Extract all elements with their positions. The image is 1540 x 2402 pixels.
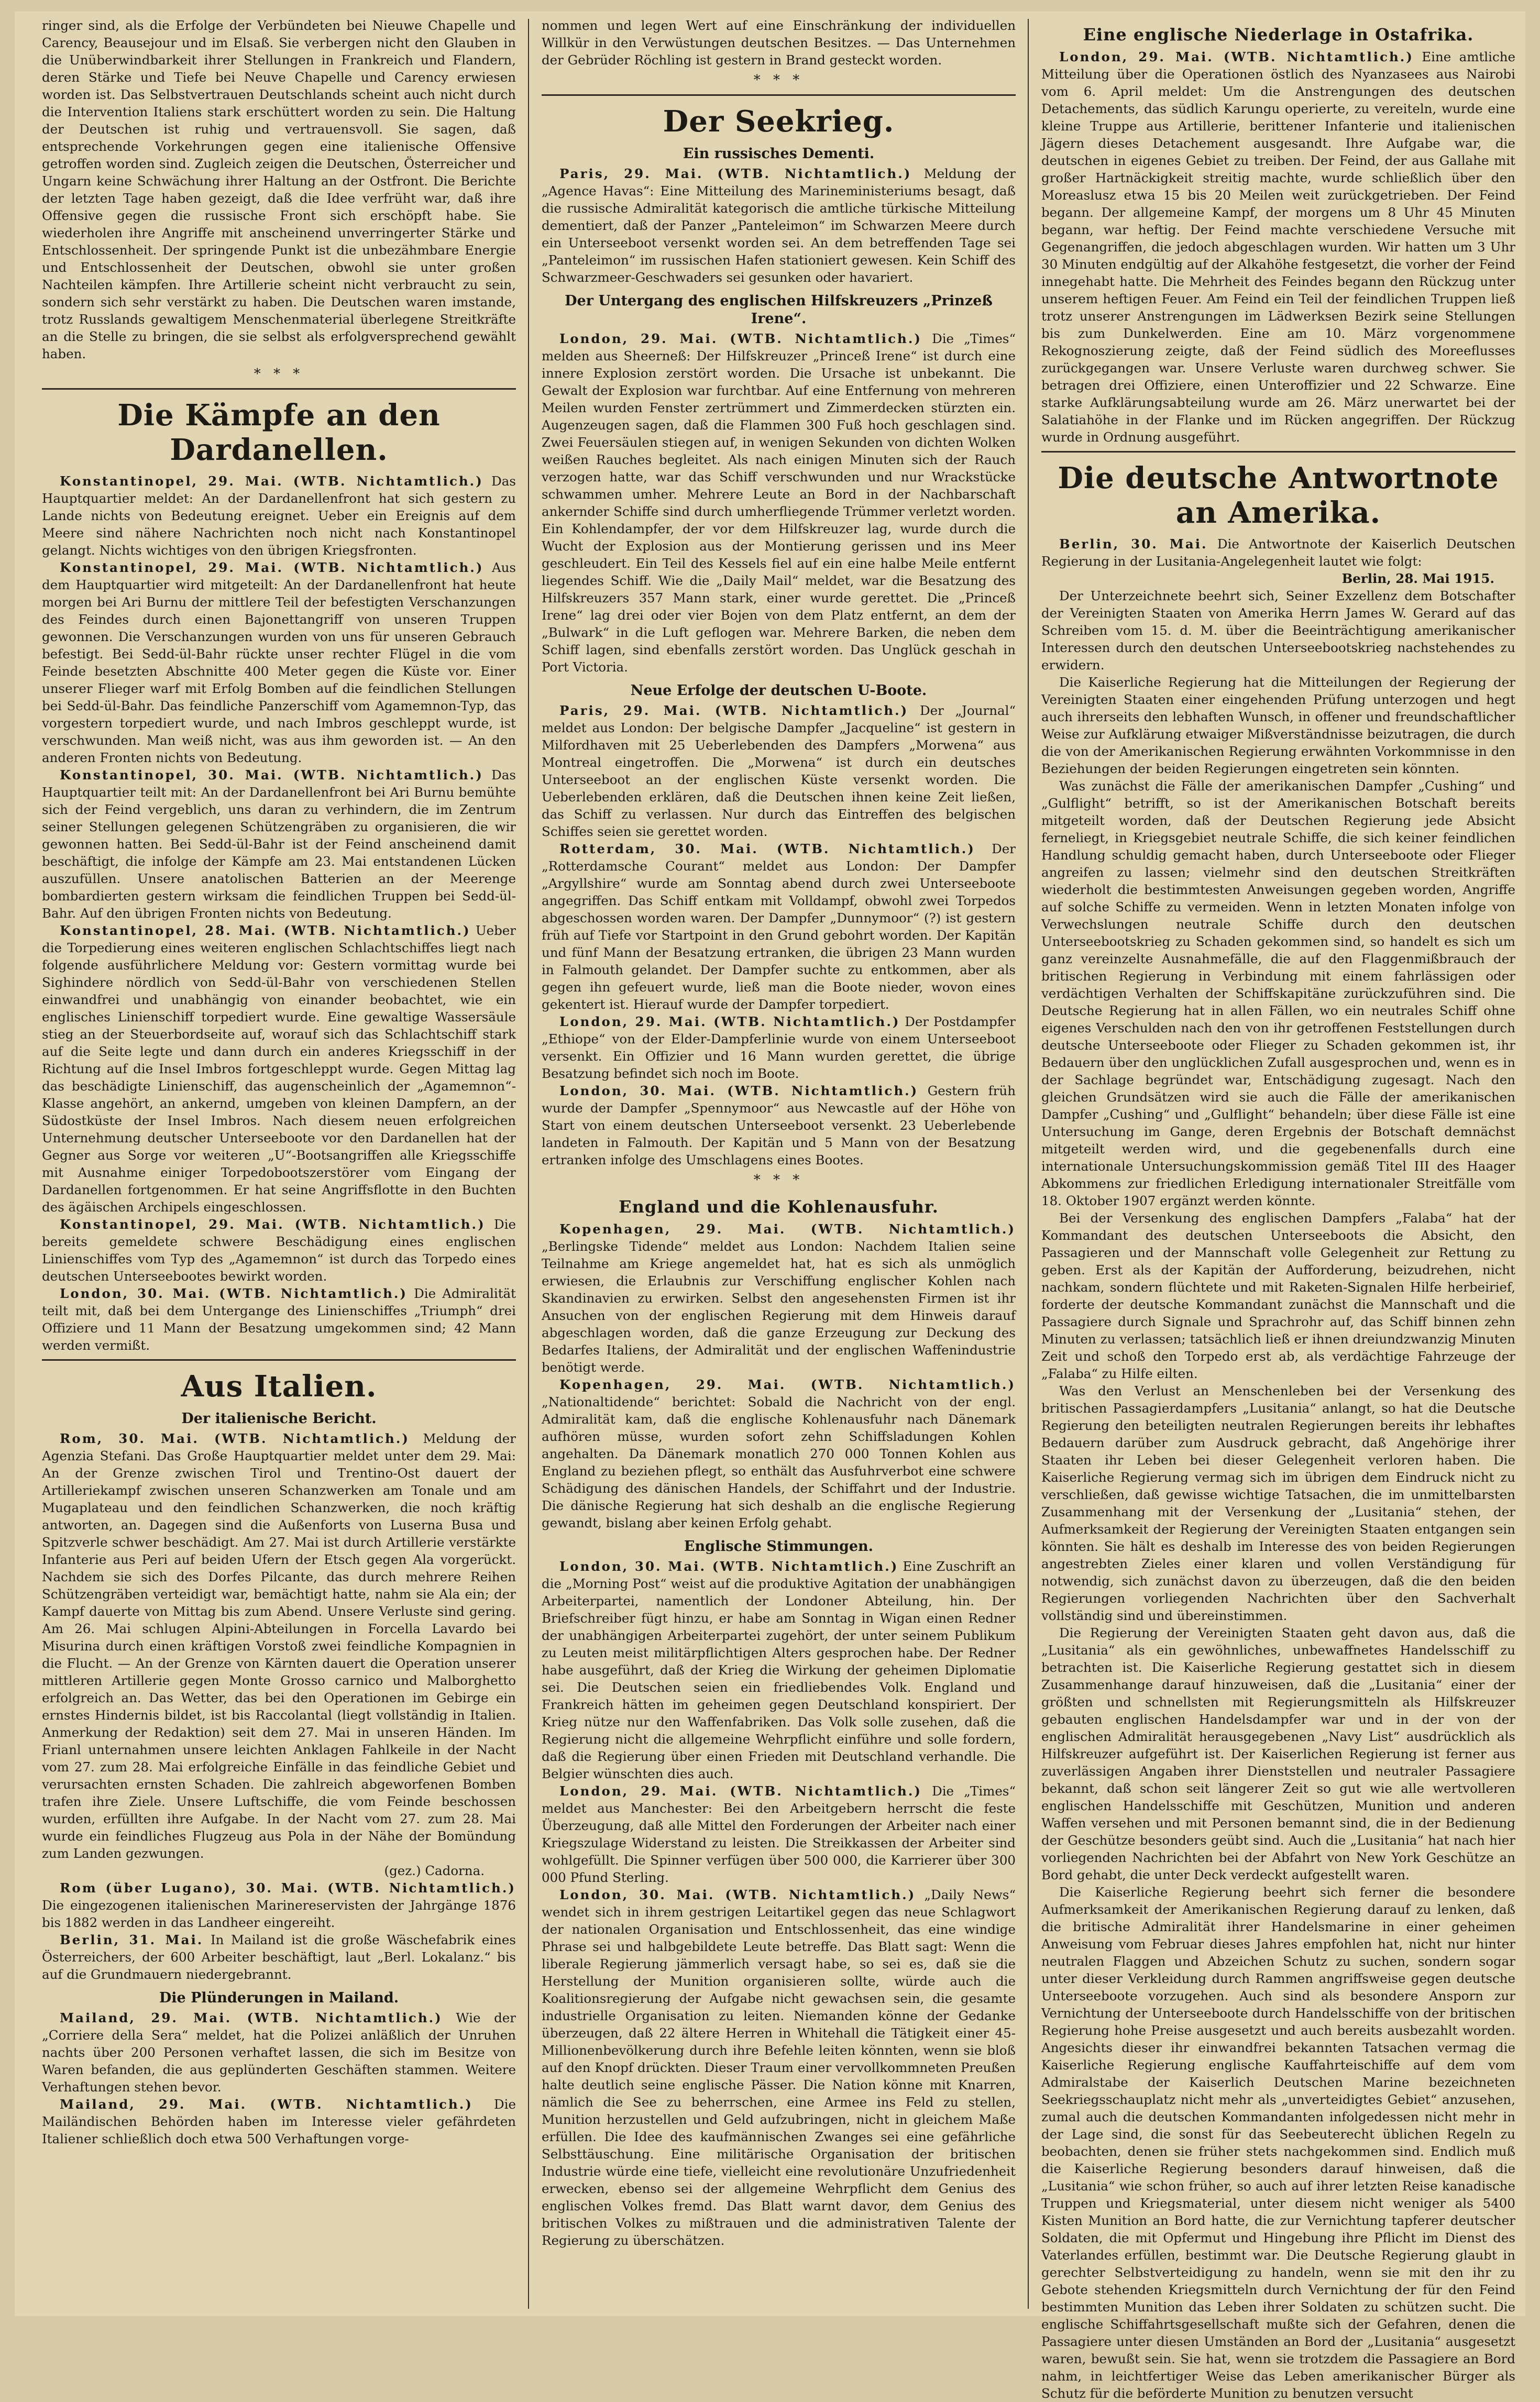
dateline: Konstantinopel, 29. Mai. (WTB. Nichtamtlich.) [60, 473, 483, 489]
news-text: Eine amtliche Mitteilung über die Operationen östlich des Nyanzasees aus Nairobi vom 6. April meldet: Um die Anstrengungen des deutschen Detachements, das südlich Karungu operierte, zu vereiteln, wurde eine kleine Truppe aus Artillerie, berittener Infanterie und italienischen Jägern dieses Detachement ausgesandt. Ihre Aufgabe war, die deutschen in eigenes Gebiet zu treiben. Der Feind, der aus Gallahe mit großer Hartnäckigkeit streitig machte, wurde schließlich über den Moreaslusz etwa 15 bis 20 Meilen weit zurückgetrieben. Der Feind begann. Der allgemeine Kampf, der morgens um 8 Uhr 45 Minuten begann, war heftig. Der Feind machte verschiedene Versuche mit Gegenangriffen, die jedoch abgeschlagen wurden. Wir hatten um 3 Uhr 30 Minuten endgültig auf der Alkahöhe festgesetzt, die vorher der Feind innegehabt hatte. Die Mehrheit des Feindes begann den Rückzug unter unserem heftigen Feuer. Am Feind ein Teil der feindlichen Truppen ließ trotz unserer Anstrengungen im Lädwerksen Bezirk seine Stellungen bis zum Dunkelwerden. Eine am 10. März vorgenommene Rekognoszierung zeigte, daß der Feind südlich des Moreeflusses zurückgegangen war. Unsere Verluste waren durchweg schwer. Sie betragen drei Offiziere, einen Unteroffizier und 22 Schwarze. Eine starke Aufklärungsabteilung wurde am 26. März unerwartet bei der Salatiahöhe in der Flanke und im Rücken angegriffen. Der Rückzug wurde in Ordnung ausgeführt. [1041, 49, 1515, 445]
news-item [542, 1220, 1016, 1376]
dateline: London, 30. Mai. (WTB. Nichtamtlich.) [559, 1559, 899, 1574]
dateline: London, 30. Mai. (WTB. Nichtamtlich.) [559, 1887, 916, 1902]
news-item [42, 2009, 516, 2096]
news-text: Die Antwortnote der Kaiserlich Deutschen Regierung in der Lusitania-Angelegenheit lautet wie folgt: [1041, 536, 1515, 569]
news-item [542, 330, 1016, 676]
column-2 [542, 17, 1016, 2311]
news-text: Der Postdampfer „Ethiope“ von der Elder-Dampferlinie wurde von einem Unterseeboot versenkt. Ein Offizier und 16 Mann wurden gerettet, die übrige Besatzung befindet sich noch im Boote. [542, 1014, 1016, 1081]
section-rule [1041, 451, 1515, 453]
news-text: Das Hauptquartier teilt mit: An der Dardanellenfront bei Ari Burnu bemühte sich der Feind vergeblich, uns daran zu verhindern, die im Zentrum seiner Stellungen gelegenen Schützengräben zu organisieren, die wir gewonnen hatten. Bei Sedd-ül-Bahr ist der Feind anscheinend damit beschäftigt, die infolge der Kämpfe am 23. Mai entstandenen Lücken auszufüllen. Unsere anatolischen Batterien an der Meerenge bombardierten gestern wirksam die feindlichen Truppen bei Sedd-ül-Bahr. Auf den übrigen Fronten nichts von Bedeutung. [42, 767, 516, 921]
column-rule [1028, 19, 1029, 2309]
news-text: Die Mailändischen Behörden haben im Interesse vieler gefährdeten Italiener schließlich doch etwa 500 Verhaftungen vorge- [42, 2097, 516, 2146]
note-paragraph: Die Kaiserliche Regierung hat die Mitteilungen der Regierung der Vereinigten Staaten einer eingehenden Prüfung unterzogen und hegt auch ihrerseits den lebhaften Wunsch, in offener und freundschaftlicher Weise zur Aufklärung etwaiger Mißverständnisse beizutragen, die durch die von der Amerikanischen Regierung erwähnten Vorkommnisse in den Beziehungen der beiden Regierungen eingetreten sein könnten. [1041, 675, 1515, 776]
dateline: Mailand, 29. Mai. (WTB. Nichtamtlich.) [60, 2010, 443, 2025]
news-item [42, 559, 516, 766]
note-paragraph: Die Kaiserliche Regierung beehrt sich ferner die besondere Aufmerksamkeit der Amerikanischen Regierung darauf zu lenken, daß die britische Admiralität ihrer Handelsmarine in einer geheimen Anweisung vom Februar dieses Jahres empfohlen hat, nicht nur hinter neutralen Flaggen und Abzeichen Schutz zu suchen, sondern sogar unter dieser Verkleidung durch Rammen angriffsweise gegen deutsche Unterseeboote vorzugehen. Auch sind als besondere Ansporn zur Vernichtung der Unterseeboote durch Handelsschiffe von der britischen Regierung hohe Preise ausgesetzt und auch bereits ausbezahlt worden. Angesichts dieser ihr einwandfrei bekannten Tatsachen vermag die Kaiserliche Regierung englische Kauffahrteischiffe auf dem vom Admiralstabe der Kaiserlich Deutschen Marine bezeichneten Seekriegsschauplatz nicht mehr als „unverteidigtes Gebiet“ anzusehen, zumal auch die deutschen Kommandanten infolgedessen nicht mehr in der Lage sind, die sonst für das Seebeuterecht üblichen Regeln zu beobachten, denen sie früher stets nachgekommen sind. Endlich muß die Kaiserliche Regierung besonders darauf hinweisen, daß die „Lusitania“ wie schon früher, so auch auf ihrer letzten Reise kanadische Truppen und Kriegsmaterial, unter diesem nicht weniger als 5400 Kisten Munition an Bord hatte, die zur Vernichtung tapferer deutscher Soldaten, die mit Opfermut und Hingebung ihre Pflicht im Dienst des Vaterlandes erfüllen, bestimmt war. Die Deutsche Regierung glaubt in gerechter Selbstverteidigung zu handeln, wenn sie mit den ihr zu Gebote stehenden Kriegsmitteln durch Vernichtung der für den Feind bestimmten Munition das Leben ihrer Soldaten zu schützen sucht. Die englische Schiffahrtsgesellschaft mußte sich der Gefahren, denen die Passagiere unter diesen Umständen an Bord der „Lusitania“ ausgesetzt waren, bewußt sein. Sie hat, wenn sie trotzdem die Passagiere an Bord nahm, in leichtfertiger Weise das Leben amerikanischer Bürger als Schutz für die beförderte Munition zu benutzen versucht [1041, 1885, 1515, 2401]
note-paragraph: Was zunächst die Fälle der amerikanischen Dampfer „Cushing“ und „Gulflight“ betrifft, so ist der Amerikanischen Botschaft bereits mitgeteilt worden, daß der Deutschen Regierung jede Absicht ferneliegt, in Kriegsgebiet neutrale Schiffe, die sich keiner feindlichen Handlung schuldig gemacht haben, durch Unterseeboote oder Flieger angreifen zu lassen; vielmehr sind den deutschen Streitkräften wiederholt die bestimmtesten Anweisungen gegeben worden, Angriffe auf solche Schiffe zu vermeiden. Wenn in letzten Monaten infolge von Verwechslungen neutrale Schiffe durch den deutschen Unterseebootskrieg zu Schaden gekommen sind, so handelt es sich um ganz vereinzelte Ausnahmefälle, die auf den Flaggenmißbrauch der britischen Regierung in Verbindung mit einem fahrlässigen oder verdächtigen Verhalten der Schiffskapitäne zurückzuführen sind. Die Deutsche Regierung hat in allen Fällen, wo ein neutrales Schiff ohne eigenes Verschulden nach den von ihr getroffenen Feststellungen durch deutsche Unterseeboote oder Flieger zu Schaden gekommen ist, ihr Bedauern über den unglücklichen Zufall ausgesprochen und, wenn es in der Sachlage begründet war, Entschädigung zugesagt. Nach den gleichen Grundsätzen wird sie auch die Fälle der amerikanischen Dampfer „Cushing“ und „Gulflight“ behandeln; über diese Fälle ist eine Untersuchung im Gange, deren Ergebnis der Botschaft demnächst mitgeteilt werden wird, und die gegebenenfalls durch eine internationale Untersuchungskommission gemäß Titel III des Haager Abkommens zur friedlichen Erledigung internationaler Streitfälle vom 18. Oktober 1907 ergänzt werden könnte. [1041, 778, 1515, 1208]
news-item [42, 1430, 516, 1862]
news-item [542, 165, 1016, 286]
news-item [542, 1886, 1016, 2249]
news-item [542, 702, 1016, 840]
dateline: Mailand, 29. Mai. (WTB. Nichtamtlich.) [60, 2097, 473, 2112]
subheadline: Ein russisches Dementi. [683, 146, 875, 162]
news-item [542, 1082, 1016, 1169]
news-text: Die „Times“ meldet aus Manchester: Bei den Arbeitgebern herrscht die feste Überzeugung, daß alle Mittel den Forderungen der Arbeiter nach einer Kriegszulage Widerstand zu leisten. Die Streikkassen der Arbeiter sind wohlgefüllt. Die Spinner verfügen über 500 000, die Karrierer über 300 000 Pfund Sterling. [542, 1783, 1016, 1885]
news-item [42, 1879, 516, 1931]
news-item [42, 2096, 516, 2147]
dateline: London, 29. Mai. (WTB. Nichtamtlich.) [1059, 49, 1414, 64]
headline-ostafrika: Eine englische Niederlage in Ostafrika. [1083, 25, 1474, 45]
article-continuation: nommen und legen Wert auf eine Einschränkung der individuellen Willkür in den Verwüstungen deutschen Besitzes. — Das Unternehmen der Gebrüder Röchling ist gestern in Brand gesteckt worden. [542, 18, 1016, 68]
news-item [542, 1782, 1016, 1886]
section-rule [42, 1359, 516, 1361]
note-dateline: Berlin, 28. Mai 1915. [1341, 571, 1494, 586]
column-3 [1041, 17, 1515, 2401]
subheadline: Die Plünderungen in Mailand. [159, 1990, 399, 2006]
news-text: Die Admiralität teilt mit, daß bei dem Untergange des Linienschiffes „Triumph“ drei Offiziere und 11 Mann der Besatzung umgekommen sind; 42 Mann werden vermißt. [42, 1286, 516, 1353]
news-text: Meldung der „Agence Havas“: Eine Mitteilung des Marineministeriums besagt, daß die russische Admiralität kategorisch die amtliche türkische Mitteilung dementiert, daß der Panzer „Panteleimon“ im Schwarzen Meere durch ein Unterseeboot versenkt worden sei. An dem betreffenden Tage sei „Panteleimon“ im russischen Hafen stationiert gewesen. Kein Schiff des Schwarzmeer-Geschwaders sei gesunken oder havariert. [542, 166, 1016, 285]
column-1 [42, 17, 516, 2311]
section-rule [542, 94, 1016, 96]
news-text: Gestern früh wurde der Dampfer „Spennymoor“ aus Newcastle auf der Höhe von Start von einem deutschen Unterseeboot versenkt. 23 Ueberlebende landeten in Falmouth. Der Kapitän und 5 Mann von der Besatzung ertranken infolge des Umschlagens eines Bootes. [542, 1083, 1016, 1167]
news-text: „Berlingske Tidende“ meldet aus London: Nachdem Italien seine Teilnahme am Kriege angemeldet hat, hat es sich als unmöglich erwiesen, die Erlaubnis zur Verschiffung englischer Kohlen nach Skandinavien zu erwirken. Selbst den angesehensten Firmen ist ihr Ansuchen von der englischen Regierung mit dem Hinweis darauf abgeschlagen worden, daß die ganze Erzeugung zur Deckung des Bedarfes Italiens, der Admiralität und der englischen Waffenindustrie benötigt werde. [542, 1239, 1016, 1375]
news-text: Das Hauptquartier meldet: An der Dardanellenfront hat sich gestern zu Lande nichts von Bedeutung ereignet. Ueber ein Ereignis auf dem Meere sind nähere Nachrichten noch nicht nach Konstantinopel gelangt. Nichts wichtiges von den übrigen Kriegsfronten. [42, 473, 516, 558]
note-paragraph: Die Regierung der Vereinigten Staaten geht davon aus, daß die „Lusitania“ als ein gewöhnliches, unbewaffnetes Handelsschiff zu betrachten ist. Die Kaiserliche Regierung gestattet sich in diesem Zusammenhange darauf hinzuweisen, daß die „Lusitania“ einer der größten und schnellsten mit Regierungsmitteln als Hilfskreuzer gebauten englischen Handelsdampfer war und in der von der englischen Admiralität herausgegebenen „Navy List“ ausdrücklich als Hilfskreuzer aufgeführt ist. Der Kaiserlichen Regierung ist ferner aus zuverlässigen Angaben ihrer Dienststellen und neutraler Passagiere bekannt, daß schon seit längerer Zeit so gut wie alle wertvolleren englischen Handelsschiffe mit Geschützen, Munition und anderen Waffen versehen und mit Personen bemannt sind, die in der Bedienung der Geschütze besonders geübt sind. Auch die „Lusitania“ hat nach hier vorliegenden Nachrichten bei der Abfahrt von New York Geschütze an Bord gehabt, die unter Deck verdeckt aufgestellt waren. [1041, 1625, 1515, 1882]
news-item [1041, 48, 1515, 446]
news-item [42, 1216, 516, 1285]
dateline: Paris, 29. Mai. (WTB. Nichtamtlich.) [559, 703, 909, 718]
news-text: In Mailand ist die große Wäschefabrik eines Österreichers, der 600 Arbeiter beschäftigt, laut „Berl. Lokalanz.“ bis auf die Grundmauern niedergebrannt. [42, 1932, 516, 1982]
dateline: Kopenhagen, 29. Mai. (WTB. Nichtamtlich.) [559, 1377, 1016, 1392]
article-continuation: ringer sind, als die Erfolge der Verbündeten bei Nieuwe Chapelle und Carency, Beausejour und im Elsaß. Sie verbergen nicht den Glauben in die Unüberwindbarkeit ihrer Stellungen in Frankreich und Flandern, deren Stärke und Tiefe bei Neuve Chapelle und Carency erwiesen worden ist. Das Selbstvertrauen Deutschlands scheint auch nicht durch die Intervention Italiens stark erschüttert worden zu sein. Die Haltung der Deutschen ist ruhig und vertrauensvoll. Sie sagen, daß entsprechende Vorkehrungen gegen eine italienische Offensive getroffen worden sind. Zugleich zeigen die Deutschen, Österreicher und Ungarn keine Schwächung ihrer Haltung an der Ostfront. Die Berichte der letzten Tage haben gezeigt, daß die Idee verfrüht war, daß ihre Offensive gegen die russische Front sich erschöpft habe. Sie wiederholen ihre Angriffe mit anscheinend unverringerter Stärke und Entschlossenheit. Der springende Punkt ist die unbezähmbare Energie und Entschlossenheit der Deutschen, obwohl sie unter großen Nachteilen kämpfen. Ihre Artillerie scheint nicht verbraucht zu sein, sondern sich sehr verstärkt zu haben. Die Deutschen waren imstande, trotz Russlands gewaltigem Menschenmaterial überlegene Streitkräfte an die Stelle zu bringen, die sie selbst als erfolgversprechend gewählt haben. [42, 18, 516, 361]
news-text: Eine Zuschrift an die „Morning Post“ weist auf die produktive Agitation der unabhängigen Arbeiterpartei, namentlich der Londoner Abteilung, hin. Der Briefschreiber fügt hinzu, er habe am Sonntag in Wigan einen Redner der unabhängigen Arbeiterpartei zugehört, der unter seinem Publikum zu Leuten meist militärpflichtigen Alters gesprochen habe. Der Redner habe ausgeführt, daß der Krieg die Wirkung der geheimen Diplomatie sei. Die Deutschen seien ein friedliebendes Volk. England und Frankreich hätten im geheimen gegen Deutschland konspiriert. Der Krieg nütze nur den Waffenfabriken. Das Volk solle zusehen, daß die Regierung nicht die allgemeine Wehrpflicht einführe und solle fordern, daß die Regierung über einen Frieden mit Deutschland verhandle. Die Belgier wünschten dies auch. [542, 1559, 1016, 1781]
subheadline: Englische Stimmungen. [684, 1538, 874, 1555]
headline-antwortnote: Die deutsche Antwortnote an Amerika. [1058, 461, 1499, 530]
news-item [42, 766, 516, 922]
dateline: London, 29. Mai. (WTB. Nichtamtlich.) [559, 331, 922, 346]
news-item [42, 1285, 516, 1354]
subheadline: Der Untergang des englischen Hilfskreuzers „Prinzeß Irene“. [565, 293, 993, 327]
news-text: Aus dem Hauptquartier wird mitgeteilt: An der Dardanellenfront hat heute morgen bei Ari Burnu der mittlere Teil der befestigten Verschanzungen des Feindes durch einen Bajonettangriff von unseren Truppen gewonnen. Die Verschanzungen wurden von uns für unseren Gebrauch befestigt. Bei Sedd-ül-Bahr rückte unser rechter Flügel in die vom Feinde besetzten Abschnitte 400 Meter gegen die Küste vor. Einer unserer Flieger warf mit Erfolg Bomben auf die feindlichen Stellungen bei Sedd-ül-Bahr. Das feindliche Panzerschiff vom Agamemnon-Typ, das vorgestern torpediert wurde, und nach Imbros geschleppt wurde, ist verschwunden. Man weiß nicht, was aus ihm geworden ist. — An den anderen Fronten nichts von Bedeutung. [42, 560, 516, 765]
column-rule [528, 19, 529, 2309]
headline-seekrieg: Der Seekrieg. [663, 104, 895, 139]
news-text: „Daily News“ wendet sich in ihrem gestrigen Leitartikel gegen das neue Schlagwort der nationalen Organisation und Entschlossenheit, das eine windige Phrase sei und halbgebildete Leute betreffe. Das Blatt sagt: Wenn die liberale Regierung jämmerlich versagt habe, so sei es, daß sie die Herstellung der Munition organisieren sollte, würde auch die Koalitionsregierung der Aufgabe nicht gewachsen sein, die gesamte industrielle Organisation zu leiten. Niemanden könne der Gedanke überzeugen, daß 22 ältere Herren in Whitehall die Tätigkeit einer 45-Millionenbevölkerung durch ihre Befehle leiten könnten, wenn sie bloß auf den Knopf drückten. Dieser Traum einer vervollkommneten Preußen halte deutlich seine englische Pässer. Die Nation könne mit Knarren, nämlich die See zu beherrschen, eine Armee ins Feld zu stellen, Munition herzustellen und Geld aufzubringen, nicht in gleichem Maße erfüllen. Die Idee des kaufmännischen Zwanges sei eine gefährliche Selbsttäuschung. Eine militärische Organisation der britischen Industrie würde eine tiefe, vielleicht eine revolutionäre Unzufriedenheit erwecken, ebenso sei der allgemeine Wehrpflicht dem Genius des englischen Volkes fremd. Das Blatt warnt davor, dem Genius des britischen Volkes zu mißtrauen und die administrativen Talente der Regierung zu überschätzen. [542, 1887, 1016, 2248]
headline-italien: Aus Italien. [181, 1369, 377, 1404]
news-text: Die bereits gemeldete schwere Beschädigung eines englischen Linienschiffes vom Typ des „Agamemnon“ ist durch das Torpedo eines deutschen Unterseebootes bewirkt worden. [42, 1217, 516, 1284]
dateline: Kopenhagen, 29. Mai. (WTB. Nichtamtlich.) [559, 1221, 1016, 1237]
news-text: Ueber die Torpedierung eines weiteren englischen Schlachtschiffes liegt nach folgende ausführlichere Meldung vor: Gestern vormittag wurde bei Sighindere nördlich von Sedd-ül-Bahr von verschiedenen Stellen einwandfrei und unabhängig von einander beobachtet, wie ein englisches Linienschiff torpediert wurde. Eine gewaltige Wassersäule stieg an der Steuerbordseite auf, worauf sich das Schlachtschiff stark auf die Seite legte und dann durch ein anderes Kriegsschiff in der Richtung auf die Insel Imbros fortgeschleppt wurde. Gegen Mittag lag das beschädigte Linienschiff, das augenscheinlich der „Agamemnon“-Klasse angehört, an ankernd, umgeben von kleinen Dampfern, an der Südostküste der Insel Imbros. Nach diesem neuen erfolgreichen Unternehmung deutscher Unterseeboote vor den Dardanellen hat der Gegner aus Sorge vor weiteren „U“-Bootsangriffen alle Kriegsschiffe mit Ausnahme einiger Torpedobootszerstörer vom Eingang der Dardanellen fortgenommen. Er hat seine Angriffsflotte in den Buchten des ägäischen Archipels eingeschlossen. [42, 923, 516, 1215]
news-item [42, 1931, 516, 1983]
dateline: Rom, 30. Mai. (WTB. Nichtamtlich.) [60, 1431, 410, 1446]
news-item [542, 1558, 1016, 1782]
news-text: Meldung der Agenzia Stefani. Das Große Hauptquartier meldet unter dem 29. Mai: An der Grenze zwischen Tirol und Trentino-Ost dauert der Artilleriekampf zwischen unseren Schanzwerken am Tonale und am Mugaplateau und den feindlichen Schanzwerken, die noch kräftig antworten, an. Dagegen sind die Außenforts von Luserna Busa und Spitzverle schwer beschädigt. Am 27. Mai ist durch Artillerie verstärkte Infanterie aus Peri auf beiden Ufern der Etsch gegen Ala vorgerückt. Nachdem sie sich des Dorfes Pilcante, das durch mehrere Reihen Schützengräben verteidigt war, bemächtigt hatte, nahm sie Ala ein; der Kampf dauerte von Mittag bis zum Abend. Unsere Verluste sind gering. Am 26. Mai schlugen Alpini-Abteilungen in Forcella Lavardo bei Misurina durch einen kräftigen Vorstoß zwei feindliche Kompagnien in die Flucht. — An der Grenze von Kärnten dauert die Operation unserer mittleren Artillerie gegen Monte Grosso carnico und Malborghetto erfolgreich an. Das Wetter, das bei den Operationen im Gebirge ein ernstes Hindernis bildet, ist bis Raccolantal (liegt vollständig in Italien. Anmerkung der Redaktion) seit dem 27. Mai in unseren Händen. Im Frianl unternahmen unsere leichten Anklagen Fahlkeile in der Nacht vom 27. zum 28. Mai erfolgreiche Einfälle in das feindliche Gebiet und verursachten ernsten Schaden. Die zahlreich abgeworfenen Bomben trafen ihre Ziele. Unsere Luftschiffe, die vom Feinde beschossen wurden, erfüllten ihre Aufgabe. In der Nacht vom 27. zum 28. Mai wurde ein feindliches Flugzeug aus Pola in der Nähe der Bomündung zum Landen gezwungen. [42, 1431, 516, 1861]
note-paragraph: Der Unterzeichnete beehrt sich, Seiner Exzellenz dem Botschafter der Vereinigten Staaten von Amerika Herrn James W. Gerard auf das Schreiben vom 15. d. M. über die Beeinträchtigung amerikanischer Interessen durch den deutschen Unterseebootskrieg nachstehendes zu erwidern. [1041, 588, 1515, 673]
dateline: Rom (über Lugano), 30. Mai. (WTB. Nichtamtlich.) [60, 1880, 516, 1896]
dateline: Paris, 29. Mai. (WTB. Nichtamtlich.) [559, 166, 912, 181]
news-item [542, 840, 1016, 1013]
news-item [542, 1013, 1016, 1082]
section-rule [42, 388, 516, 390]
headline-dardanellen: Die Kämpfe an den Dardanellen. [117, 398, 441, 467]
dateline: London, 29. Mai. (WTB. Nichtamtlich.) [559, 1783, 922, 1799]
dateline: Konstantinopel, 28. Mai. (WTB. Nichtamtlich.) [60, 923, 471, 938]
dateline: London, 30. Mai. (WTB. Nichtamtlich.) [60, 1286, 408, 1301]
news-text: Der „Journal“ meldet aus London: Der belgische Dampfer „Jacqueline“ ist gestern in Milfordhaven mit 25 Ueberlebenden des Dampfers „Morwena“ aus Montreal eingetroffen. Die „Morwena“ ist durch ein deutsches Unterseeboot an der englischen Küste versenkt worden. Die Ueberlebenden erklären, daß die Deutschen ihnen keine Zeit ließen, das Schiff zu verlassen. Nur durch das Eintreffen des belgischen Schiffes seien sie gerettet worden. [542, 703, 1016, 839]
news-text: Wie der „Corriere della Sera“ meldet, hat die Polizei anläßlich der Unruhen nachts über 200 Personen verhaftet lassen, die sich im Besitze von Waren befanden, die aus geplünderten Geschäften stammen. Weitere Verhaftungen stehen bevor. [42, 2010, 516, 2095]
note-paragraph: Was den Verlust an Menschenleben bei der Versenkung des britischen Passagierdampfers „Lusitania“ anlangt, so hat die Deutsche Regierung den beteiligten neutralen Regierungen bereits ihr lebhaftes Bedauern darüber zum Ausdruck gebracht, daß Angehörige ihrer Staaten ihr Leben bei dieser Gelegenheit verloren haben. Die Kaiserliche Regierung vermag sich im übrigen dem Eindruck nicht zu verschließen, daß gewisse wichtige Tatsachen, die im unmittelbarsten Zusammenhang mit der Versenkung der „Lusitania“ stehen, der Aufmerksamkeit der Regierung der Vereinigten Staaten entgangen sein könnten. Sie hält es deshalb im Interesse des von beiden Regierungen angestrebten Zieles einer klaren und vollen Verständigung für notwendig, sich zunächst davon zu überzeugen, daß die den beiden Regierungen vorliegenden Nachrichten über den Sachverhalt vollständig sind und übereinstimmen. [1041, 1383, 1515, 1623]
section-separator: * * * [254, 366, 304, 382]
dateline: Konstantinopel, 29. Mai. (WTB. Nichtamtlich.) [60, 1217, 486, 1232]
news-item [1041, 535, 1515, 570]
dateline: Rotterdam, 30. Mai. (WTB. Nichtamtlich.) [559, 841, 975, 856]
headline-kohlenausfuhr: England und die Kohlenausfuhr. [619, 1197, 939, 1217]
news-text: Der „Rotterdamsche Courant“ meldet aus London: Der Dampfer „Argyllshire“ wurde am Sonntag abend durch zwei Unterseeboote angegriffen. Das Schiff entkam mit Volldampf, obwohl zwei Torpedos abgeschossen worden waren. Der Dampfer „Dunnymoor“ (?) ist gestern früh auf Tiefe vor Startpoint in den Grund gebohrt worden. Der Kapitän und fünf Mann der Besatzung ertranken, die übrigen 23 Mann wurden in Falmouth gelandet. Der Dampfer suchte zu entkommen, aber als gegen ihn gefeuert wurde, ließ man die Boote nieder, wovon eines gekentert ist. Hierauf wurde der Dampfer torpediert. [542, 841, 1016, 1012]
signature: (gez.) Cadorna. [384, 1863, 485, 1878]
dateline: London, 29. Mai. (WTB. Nichtamtlich.) [559, 1014, 900, 1029]
newspaper-page [15, 12, 1525, 2401]
news-text: Die „Times“ melden aus Sheerneß: Der Hilfskreuzer „Princeß Irene“ ist durch eine innere Explosion zerstört worden. Die Ursache ist unbekannt. Die Gewalt der Explosion war furchtbar. Auf eine Entfernung von mehreren Meilen wurden Fenster zertrümmert und Zimmerdecken stürzten ein. Augenzeugen sagen, daß die Flammen 300 Fuß hoch geschlagen sind. Zwei Feuersäulen stiegen auf, in wenigen Sekunden von dichten Wolken weißen Rauches begleitet. Als nach einigen Minuten sich der Rauch verzogen hatte, war das Schiff verschwunden und nur Wrackstücke schwammen umher. Mehrere Leute an Bord in der Nachbarschaft ankernder Schiffe sind durch umherfliegende Trümmer verletzt worden. Ein Kohlendampfer, der vor dem Hilfskreuzer lag, wurde durch die Wucht der Explosion aus der Montierung gerissen und ins Meer geschleudert. Ein Teil des Kessels fiel auf ein eine halbe Meile entfernt liegendes Schiff. Wie die „Daily Mail“ meldet, war die Besatzung des Hilfskreuzers 357 Mann stark, einer wurde gerettet. Die „Princeß Irene“ lag drei oder vier Bojen von dem Platz entfernt, an dem der „Bulwark“ in die Luft geflogen war. Mehrere Barken, die neben dem Schiff lagen, sind ebenfalls zerstört worden. Das Unglück geschah in Port Victoria. [542, 331, 1016, 675]
news-item [42, 472, 516, 559]
news-item [42, 922, 516, 1216]
dateline: Berlin, 30. Mai. [1059, 536, 1208, 552]
news-item [542, 1376, 1016, 1531]
note-paragraph: Bei der Versenkung des englischen Dampfers „Falaba“ hat der Kommandant des deutschen Unterseeboots die Absicht, den Passagieren und der Mannschaft volle Gelegenheit zur Rettung zu geben. Erst als der Kapitän der Aufforderung, beizudrehen, nicht nachkam, sondern flüchtete und mit Raketen-Signalen Hilfe herbeirief, forderte der deutsche Kommandant zunächst die Mannschaft und die Passagiere durch Signale und Sprachrohr auf, das Schiff binnen zehn Minuten zu verlassen; tatsächlich ließ er ihnen dreiundzwanzig Minuten Zeit und schoß den Torpedo erst ab, als verdächtige Fahrzeuge der „Falaba“ zu Hilfe eilten. [1041, 1210, 1515, 1381]
dateline: Berlin, 31. Mai. [60, 1932, 204, 1947]
subheadline: Neue Erfolge der deutschen U-Boote. [630, 682, 927, 699]
news-text: Die eingezogenen italienischen Marinereservisten der Jahrgänge 1876 bis 1882 werden in das Landheer eingereiht. [42, 1898, 516, 1930]
dateline: Konstantinopel, 30. Mai. (WTB. Nichtamtlich.) [60, 767, 483, 783]
dateline: Konstantinopel, 29. Mai. (WTB. Nichtamtlich.) [60, 560, 484, 575]
news-text: „Nationaltidende“ berichtet: Sobald die Nachricht von der engl. Admiralität kam, daß die englische Kohlenausfuhr nach Dänemark aufhören müsse, wurden sofort zehn Schiffsladungen Kohlen angehalten. Da Dänemark monatlich 270 000 Tonnen Kohlen aus England zu beziehen pflegt, so enthält das Ausfuhrverbot eine schwere Schädigung des dänischen Handels, der Schiffahrt und der Industrie. Die dänische Regierung hat sich deshalb an die englische Regierung gewandt, bislang aber keinen Erfolg gehabt. [542, 1394, 1016, 1530]
section-separator: * * * [753, 72, 804, 88]
subheadline: Der italienische Bericht. [181, 1411, 377, 1427]
section-separator: * * * [753, 1172, 804, 1188]
dateline: London, 30. Mai. (WTB. Nichtamtlich.) [559, 1083, 919, 1098]
